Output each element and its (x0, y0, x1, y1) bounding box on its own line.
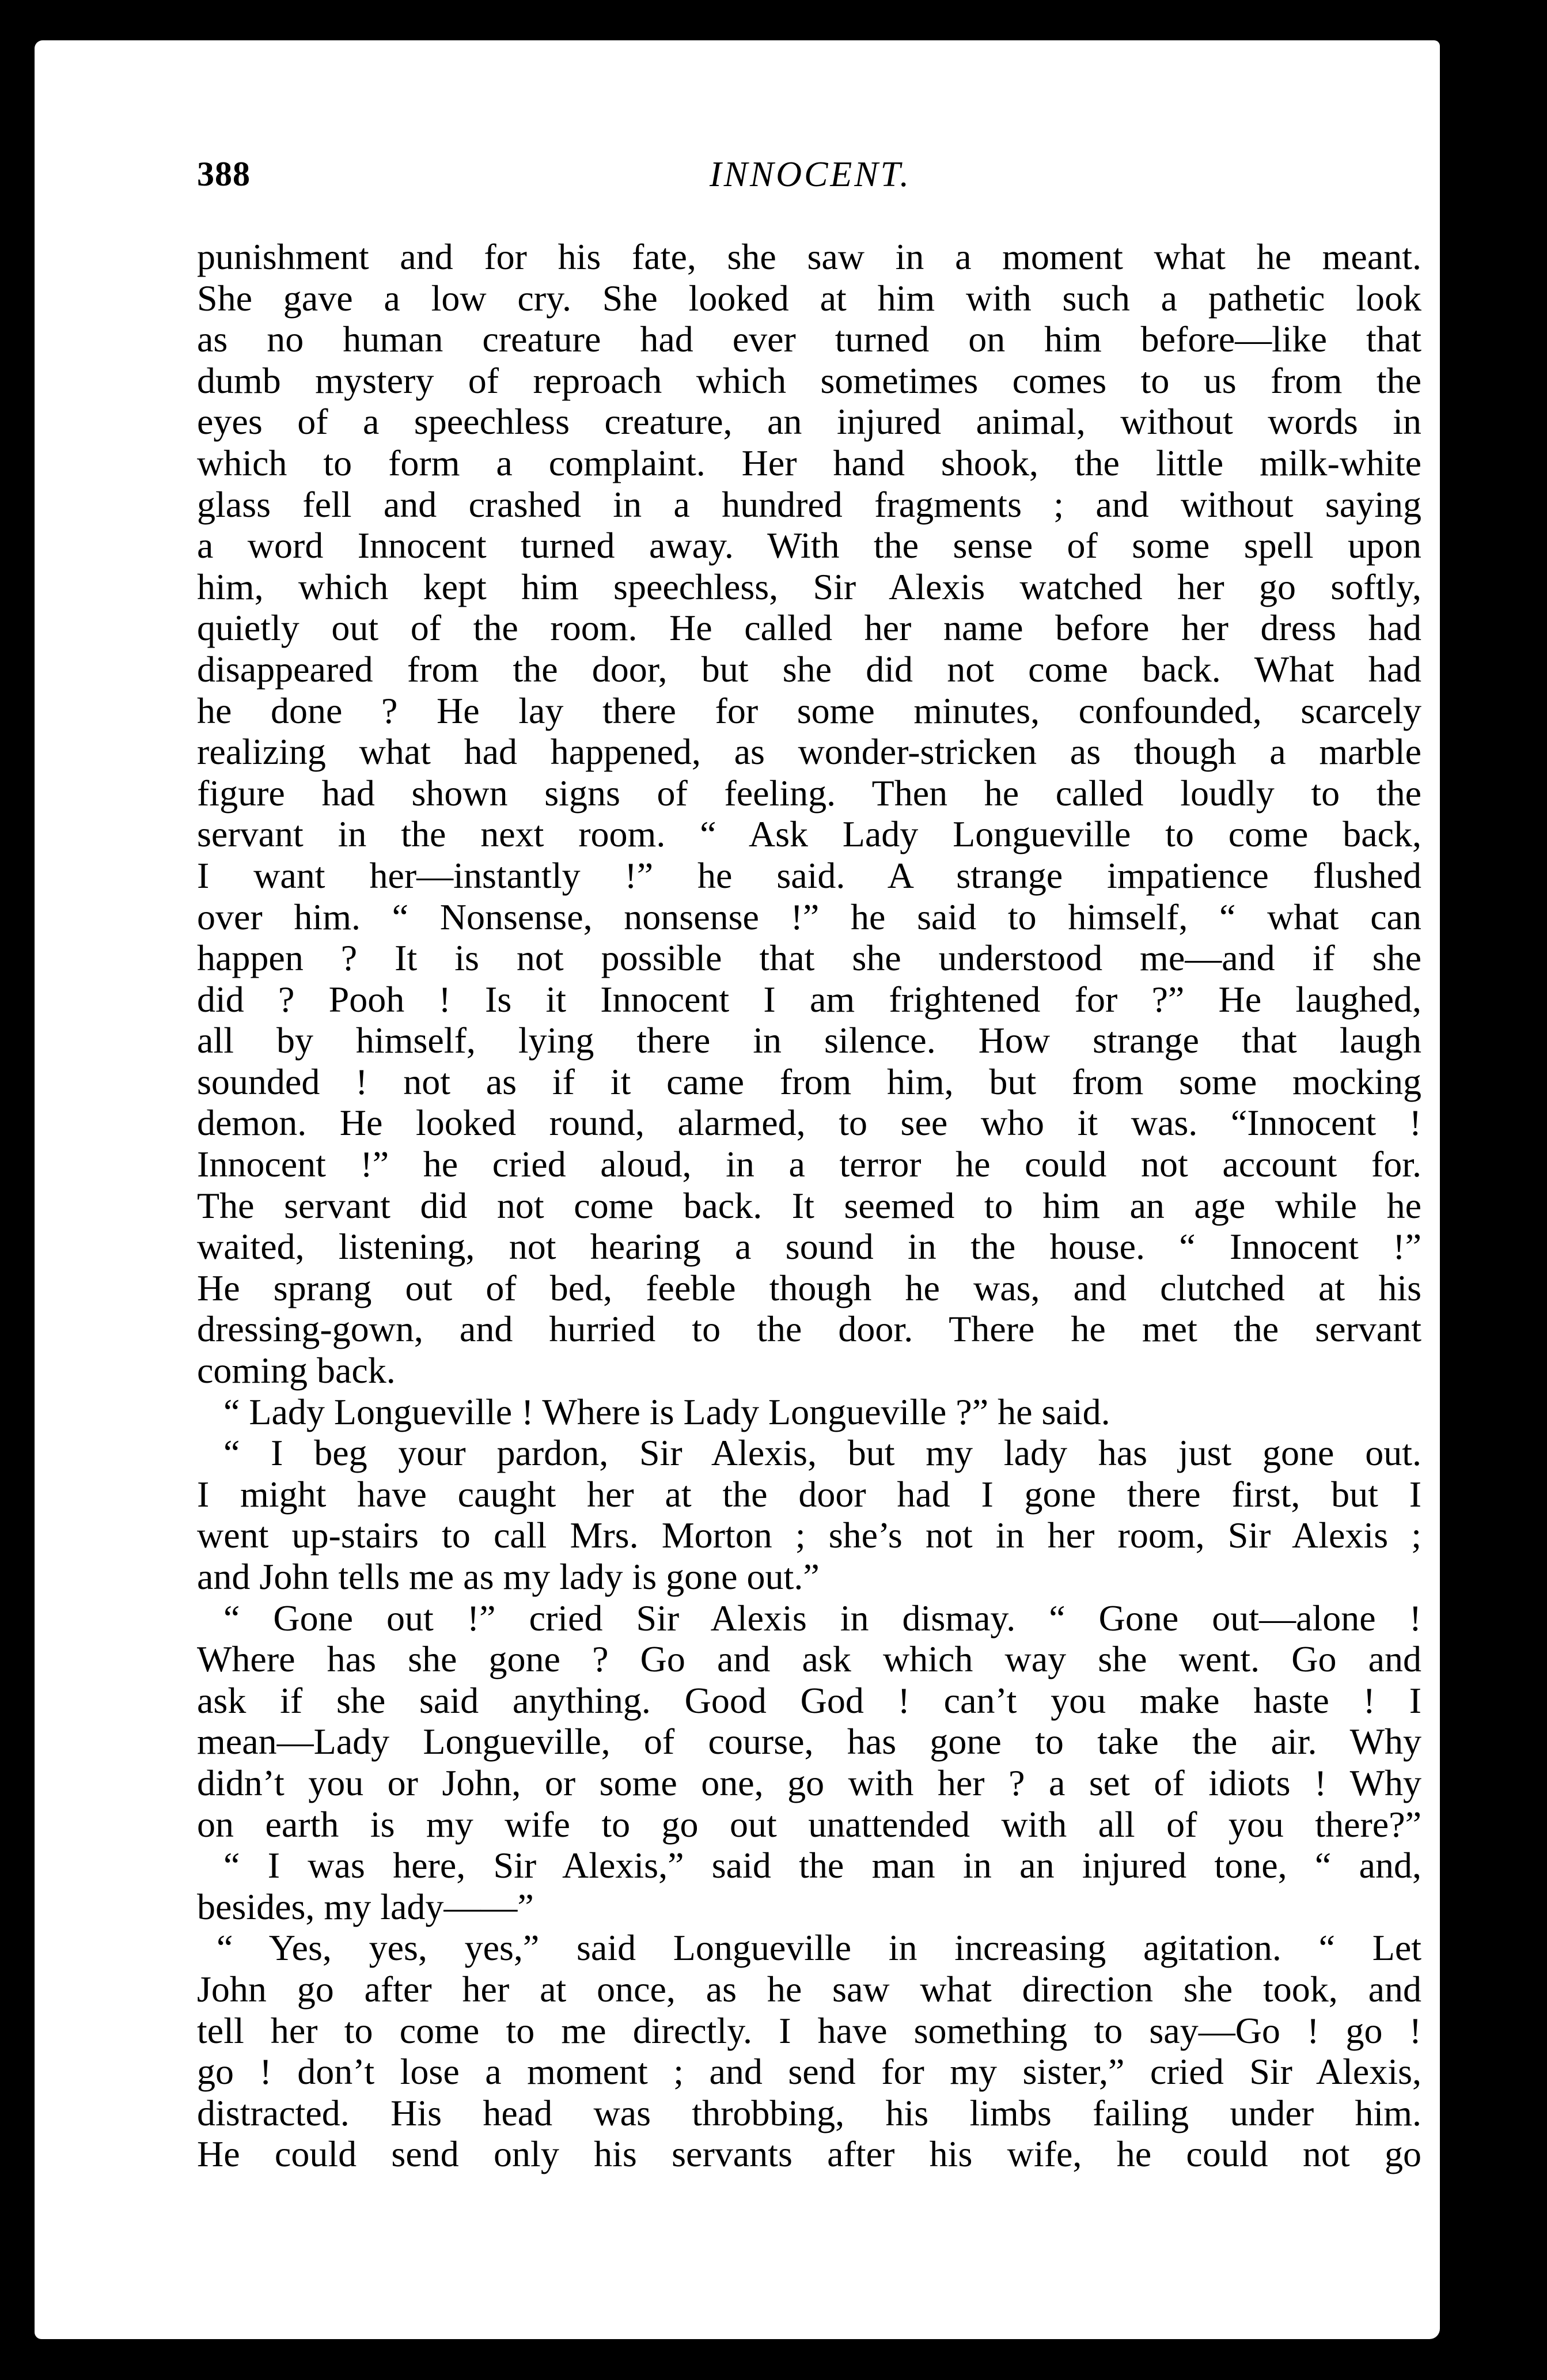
text-line: sounded ! not as if it came from him, but from some mocking (197, 1061, 1421, 1102)
text-line: dressing-gown, and hurried to the door. There he met the servant (197, 1308, 1421, 1350)
text-line: over him. “ Nonsense, nonsense !” he said to himself, “ what can (197, 896, 1421, 937)
text-line: coming back. (197, 1350, 396, 1391)
text-line: happen ? It is not possible that she understood me—and if she (197, 937, 1421, 979)
text-line: “ Gone out !” cried Sir Alexis in dismay. “ Gone out—alone ! (223, 1597, 1421, 1639)
text-line: a word Innocent turned away. With the sense of some spell upon (197, 525, 1421, 566)
text-line: mean—Lady Longueville, of course, has gone to take the air. Why (197, 1721, 1421, 1762)
text-line: Where has she gone ? Go and ask which way she went. Go and (197, 1639, 1421, 1680)
text-line: he done ? He lay there for some minutes, confounded, scarcely (197, 690, 1421, 731)
text-line: Innocent !” he cried aloud, in a terror he could not account for. (197, 1144, 1421, 1185)
text-line: go ! don’t lose a moment ; and send for my sister,” cried Sir Alexis, (197, 2051, 1421, 2093)
running-title: INNOCENT. (709, 155, 912, 194)
body-text (197, 236, 1421, 2175)
text-line: dumb mystery of reproach which sometimes comes to us from the (197, 360, 1421, 401)
text-line: went up-stairs to call Mrs. Morton ; she’s not in her room, Sir Alexis ; (197, 1515, 1421, 1556)
text-line: figure had shown signs of feeling. Then he called loudly to the (197, 772, 1421, 813)
text-line: disappeared from the door, but she did not come back. What had (197, 648, 1421, 690)
text-line: He sprang out of bed, feeble though he was, and clutched at his (197, 1267, 1421, 1308)
text-line: distracted. His head was throbbing, his limbs failing under him. (197, 2092, 1421, 2133)
text-line: “ Lady Longueville ! Where is Lady Longueville ?” he said. (223, 1391, 1110, 1432)
text-line: ask if she said anything. Good God ! can’t you make haste ! I (197, 1679, 1421, 1721)
text-line: did ? Pooh ! Is it Innocent I am frightened for ?” He laughed, (197, 978, 1421, 1020)
text-line: “ I beg your pardon, Sir Alexis, but my lady has just gone out. (223, 1432, 1421, 1474)
text-line: He could send only his servants after his wife, he could not go (197, 2133, 1421, 2175)
text-line: The servant did not come back. It seemed to him an age while he (197, 1185, 1421, 1226)
text-line: “ Yes, yes, yes,” said Longueville in increasing agitation. “ Let (217, 1927, 1421, 1969)
text-line: punishment and for his fate, she saw in a moment what he meant. (197, 236, 1421, 277)
text-line: “ I was here, Sir Alexis,” said the man in an injured tone, “ and, (223, 1845, 1421, 1886)
text-line: tell her to come to me directly. I have something to say—Go ! go ! (197, 2010, 1421, 2051)
text-line: which to form a complaint. Her hand shook, the little milk-white (197, 442, 1421, 483)
text-line: on earth is my wife to go out unattended with all of you there?” (197, 1803, 1421, 1845)
text-line: and John tells me as my lady is gone out.” (197, 1556, 820, 1597)
text-line: realizing what had happened, as wonder-stricken as though a marble (197, 731, 1421, 773)
page-number: 388 (197, 155, 251, 193)
text-line: demon. He looked round, alarmed, to see who it was. “Innocent ! (197, 1102, 1421, 1144)
text-line: him, which kept him speechless, Sir Alexis watched her go softly, (197, 566, 1421, 607)
text-line: all by himself, lying there in silence. How strange that laugh (197, 1020, 1421, 1061)
page-header (197, 154, 1424, 218)
text-line: as no human creature had ever turned on him before—like that (197, 319, 1421, 360)
text-line: servant in the next room. “ Ask Lady Longueville to come back, (197, 813, 1421, 855)
text-line: I might have caught her at the door had I gone there first, but I (197, 1473, 1421, 1515)
text-line: eyes of a speechless creature, an injured animal, without words in (197, 401, 1421, 442)
text-line: glass fell and crashed in a hundred fragments ; and without saying (197, 483, 1421, 525)
text-line: John go after her at once, as he saw what direction she took, and (197, 1968, 1421, 2010)
text-line: She gave a low cry. She looked at him with such a pathetic look (197, 277, 1421, 319)
text-line: besides, my lady——” (197, 1886, 534, 1927)
text-line: I want her—instantly !” he said. A strange impatience flushed (197, 854, 1421, 896)
text-line: quietly out of the room. He called her name before her dress had (197, 607, 1421, 649)
text-line: waited, listening, not hearing a sound in the house. “ Innocent !” (197, 1226, 1421, 1267)
text-line: didn’t you or John, or some one, go with her ? a set of idiots ! Why (197, 1762, 1421, 1803)
